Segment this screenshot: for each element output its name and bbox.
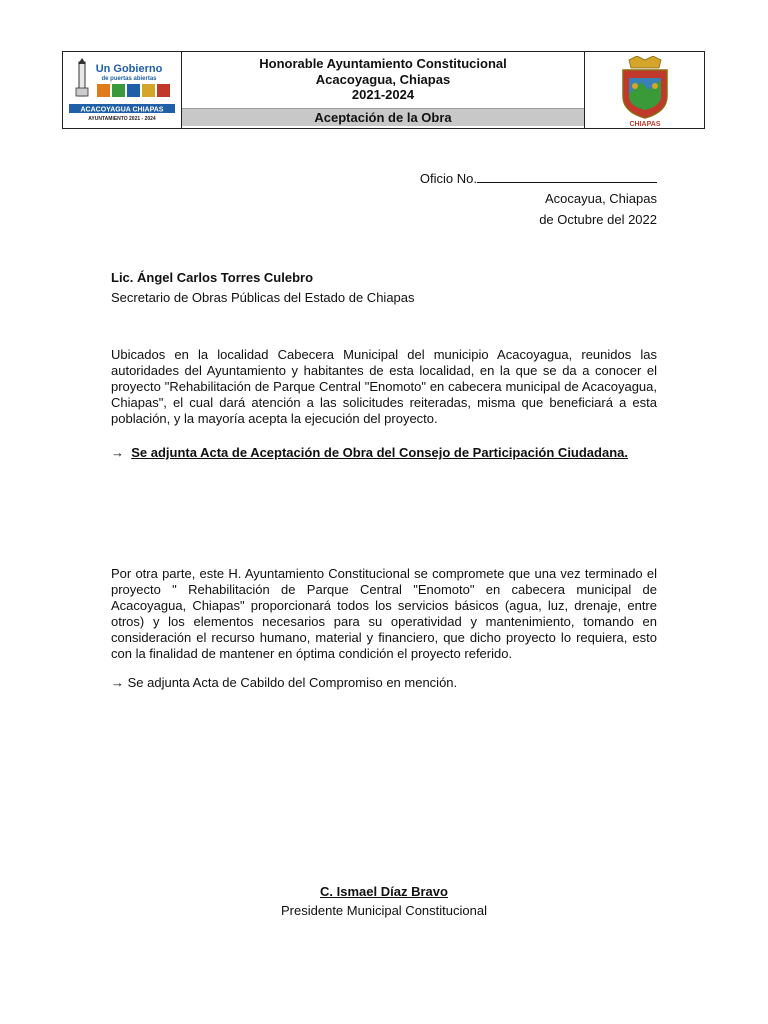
date-line: de Octubre del 2022 bbox=[539, 212, 657, 227]
header-title-line2: Acacoyagua, Chiapas bbox=[315, 71, 451, 87]
recipient-name: Lic. Ángel Carlos Torres Culebro bbox=[111, 270, 314, 285]
signatory-title: Presidente Municipal Constitucional bbox=[281, 903, 487, 918]
header-title-line1: Honorable Ayuntamiento Constitucional bbox=[259, 56, 507, 71]
header-titles bbox=[182, 56, 584, 103]
attachment-note-1-text: Se adjunta Acta de Aceptación de Obra del Consejo de Participación Ciudadana. bbox=[131, 445, 628, 460]
oficio-number bbox=[400, 170, 657, 187]
body-paragraph-1: Ubicados en la localidad Cabecera Municipal del municipio Acacoyagua, reunidos las autoridades del Ayuntamiento y habitantes de esta localidad, en la que se da a conocer el proyecto "Rehabilitación de Parque Central "Enomoto" en cabecera municipal de Acacoyagua, Chiapas", el cual dará atención a las solicitudes reiteradas, misma que beneficiará a esta población, y la mayoría acepta la ejecución del proyecto. bbox=[111, 347, 657, 426]
arrow-icon: → bbox=[111, 445, 124, 460]
logo-text-2: de puertas abiertas bbox=[101, 76, 157, 82]
municipal-logo bbox=[67, 58, 177, 124]
body-paragraph-2: Por otra parte, este H. Ayuntamiento Constitucional se compromete que una vez terminado el proyecto " Rehabilitación de Parque Central "Enomoto" en cabecera municipal de Acacoyagua, Chiapas" proporcionará todos los servicios básicos (agua, luz, drenaje, entre otros) y los elementos necesarios para su operatividad y mantenimiento, tomando en consideración el recurso humano, material y financiero, que dicho proyecto lo requiera, esto con la finalidad de mantener en óptima condición el proyecto referido. bbox=[111, 566, 657, 661]
oficio-label: Oficio No. bbox=[419, 171, 477, 186]
signatory-name: C. Ismael Díaz Bravo bbox=[320, 884, 448, 899]
header-right-cell bbox=[584, 52, 704, 128]
document-header bbox=[62, 51, 705, 129]
header-center-cell bbox=[182, 52, 584, 128]
header-subtitle: Aceptación de la Obra bbox=[182, 108, 584, 126]
chiapas-shield-icon bbox=[615, 56, 675, 128]
logo-text-3: ACACOYAGUA CHIAPAS bbox=[80, 106, 164, 114]
header-left-cell bbox=[63, 52, 182, 128]
header-title-line3: 2021-2024 bbox=[351, 87, 415, 102]
attachment-note-1 bbox=[111, 445, 657, 461]
shield-text: CHIAPAS bbox=[629, 121, 661, 128]
oficio-blank-line bbox=[477, 170, 657, 183]
place-line: Acocayua, Chiapas bbox=[544, 191, 657, 206]
recipient-position: Secretario de Obras Públicas del Estado de Chiapas bbox=[111, 290, 415, 305]
logo-text-1: Un Gobierno bbox=[95, 63, 163, 75]
attachment-note-2: → Se adjunta Acta de Cabildo del Compromiso en mención. bbox=[111, 675, 458, 690]
logo-text-4: AYUNTAMIENTO 2021 - 2024 bbox=[88, 116, 156, 122]
